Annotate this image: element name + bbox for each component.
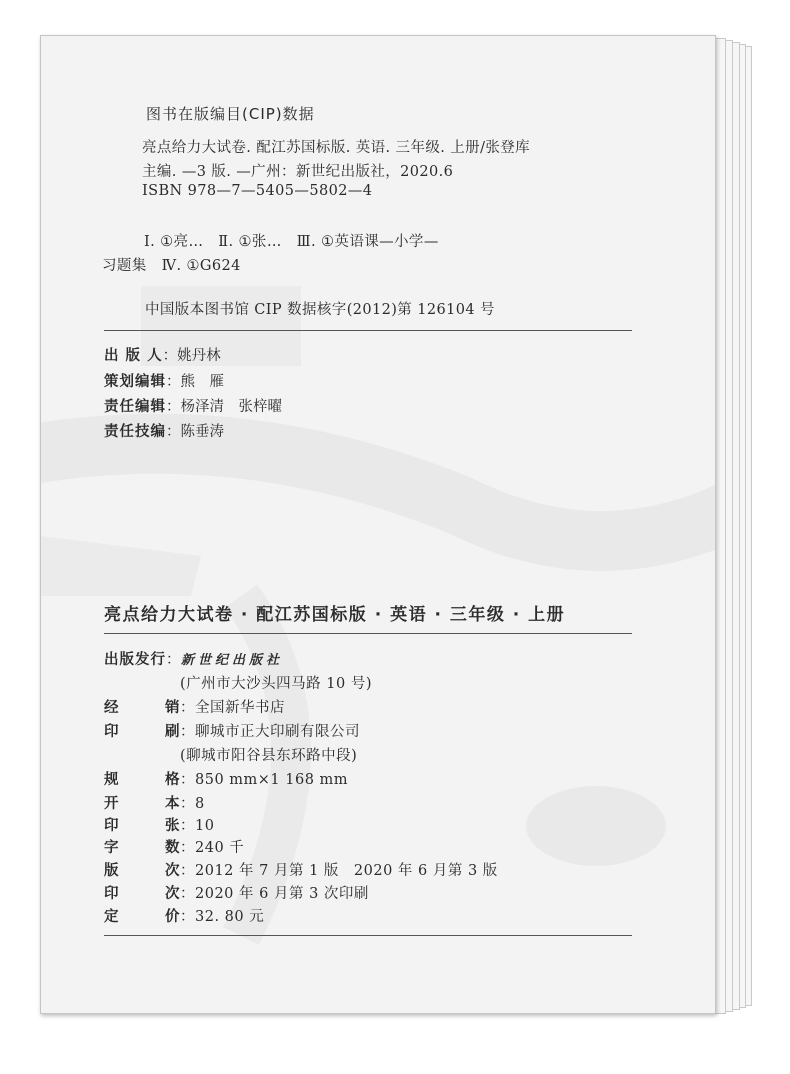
spec-row: 规格：850 mm×1 168 mm xyxy=(104,768,348,789)
staff-value: 姚丹林 xyxy=(177,348,221,364)
spec-row: 开本：8 xyxy=(104,792,205,813)
publisher-row: 出版发行：新世纪出版社 xyxy=(104,648,283,669)
spec-value: 240 千 xyxy=(195,840,245,856)
spec-value: 聊城市正大印刷有限公司 xyxy=(195,724,360,740)
staff-row: 出 版 人：姚丹林 xyxy=(104,348,221,364)
spec-row: 印次：2020 年 6 月第 3 次印刷 xyxy=(104,882,369,903)
spec-key: 出版发行 xyxy=(104,652,166,668)
staff-row: 责任技编：陈垂涛 xyxy=(104,424,224,440)
printer-address: (聊城市阳谷县东环路中段) xyxy=(180,748,358,764)
spec-row: 印刷：聊城市正大印刷有限公司 xyxy=(104,720,360,741)
staff-key: 策划编辑 xyxy=(104,374,166,390)
staff-value: 杨泽清 张梓曜 xyxy=(180,399,282,415)
spec-key: 版次 xyxy=(104,863,180,879)
cip-line: 主编. —3 版. —广州：新世纪出版社，2020.6 xyxy=(142,164,454,180)
staff-key: 出 版 人 xyxy=(104,348,163,364)
publisher-address: (广州市大沙头四马路 10 号) xyxy=(180,676,372,692)
spec-key: 规格 xyxy=(104,772,180,788)
cip-title: 图书在版编目(CIP)数据 xyxy=(146,105,315,123)
spec-value: 32. 80 元 xyxy=(195,909,265,925)
cip-line: Ⅰ. ①亮… Ⅱ. ①张… Ⅲ. ①英语课—小学— xyxy=(144,234,439,250)
spec-value: 2012 年 7 月第 1 版 2020 年 6 月第 3 版 xyxy=(195,863,498,879)
spec-key: 印次 xyxy=(104,886,180,902)
spec-key: 开本 xyxy=(104,796,180,812)
divider xyxy=(104,330,632,331)
spec-value: 850 mm×1 168 mm xyxy=(195,772,349,788)
spec-row: 定价：32. 80 元 xyxy=(104,905,264,926)
divider xyxy=(104,633,632,634)
spec-key: 经销 xyxy=(104,700,180,716)
cip-line: 习题集 Ⅳ. ①G624 xyxy=(102,258,241,274)
book-title: 亮点给力大试卷 · 配江苏国标版 · 英语 · 三年级 · 上册 xyxy=(104,605,566,625)
spec-key: 印刷 xyxy=(104,724,180,740)
spec-key: 字数 xyxy=(104,840,180,856)
cip-line: 亮点给力大试卷. 配江苏国标版. 英语. 三年级. 上册/张登库 xyxy=(142,140,531,156)
spec-key: 印张 xyxy=(104,818,180,834)
copyright-page xyxy=(40,35,716,1014)
spec-value: 10 xyxy=(195,818,215,834)
staff-value: 陈垂涛 xyxy=(180,424,224,440)
publisher-logo: 新世纪出版社 xyxy=(181,653,284,668)
cip-line: ISBN 978—7—5405—5802—4 xyxy=(142,183,373,199)
spec-value: 全国新华书店 xyxy=(195,700,285,716)
staff-row: 责任编辑：杨泽清 张梓曜 xyxy=(104,399,282,415)
cip-data-number: 中国版本图书馆 CIP 数据核字(2012)第 126104 号 xyxy=(145,302,495,318)
spec-value: 2020 年 6 月第 3 次印刷 xyxy=(195,886,369,902)
spec-row: 印张：10 xyxy=(104,814,214,835)
staff-key: 责任技编 xyxy=(104,424,166,440)
spec-row: 字数：240 千 xyxy=(104,836,244,857)
spec-row: 经销：全国新华书店 xyxy=(104,696,285,717)
staff-key: 责任编辑 xyxy=(104,399,166,415)
staff-row: 策划编辑：熊 雁 xyxy=(104,374,224,390)
divider xyxy=(104,935,632,936)
spec-value: 8 xyxy=(195,796,205,812)
spec-key: 定价 xyxy=(104,909,180,925)
spec-row: 版次：2012 年 7 月第 1 版 2020 年 6 月第 3 版 xyxy=(104,859,498,880)
staff-value: 熊 雁 xyxy=(180,374,224,390)
